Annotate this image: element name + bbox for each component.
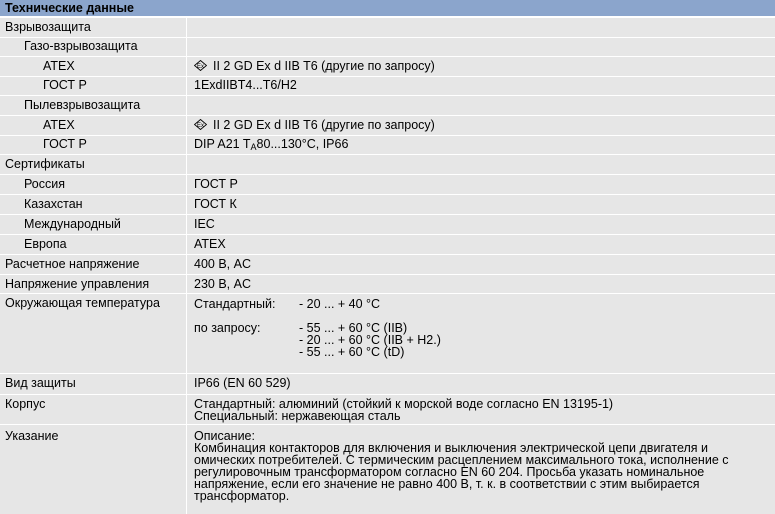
ex-mark-icon xyxy=(194,119,207,130)
value-housing xyxy=(194,398,769,422)
value-dust-atex xyxy=(194,118,435,133)
label-gas-gost: ГОСТ Р xyxy=(43,78,87,92)
note-line: регулировочным трансформатором согласно EN 60 204. Просьба указать номинальное xyxy=(194,465,705,479)
ambient-request-value: - 55 ... + 60 °C (tD) xyxy=(299,345,405,359)
label-dust: Пылевзрывозащита xyxy=(24,98,141,112)
table-header: Технические данные xyxy=(0,0,775,17)
ambient-standard-label: Стандартный: xyxy=(194,297,276,311)
row-divider xyxy=(0,274,775,275)
note-line: Комбинация контакторов для включения и выключения электрической цепи двигателя и xyxy=(194,441,709,455)
ambient-request-value: - 20 ... + 60 °C (IIB + H2.) xyxy=(299,333,441,347)
label-explosion: Взрывозащита xyxy=(5,20,91,34)
row-divider xyxy=(0,234,775,235)
row-divider xyxy=(0,154,775,155)
ex-mark-icon xyxy=(194,60,207,71)
label-intl: Международный xyxy=(24,217,121,231)
row-divider xyxy=(0,95,775,96)
dust-gost-pre: DIP A21 T xyxy=(194,137,251,151)
label-dust-gost: ГОСТ Р xyxy=(43,137,87,151)
row-divider xyxy=(0,373,775,374)
value-protection: IP66 (EN 60 529) xyxy=(194,376,291,390)
value-europe: ATEX xyxy=(194,237,226,251)
label-control-voltage: Напряжение управления xyxy=(5,277,150,291)
label-ambient: Окружающая температура xyxy=(5,296,160,310)
housing-line: Стандартный: алюминий (стойкий к морской воде согласно EN 13195-1) xyxy=(194,397,614,411)
ambient-request-label: по запросу: xyxy=(194,321,261,335)
row-divider xyxy=(0,115,775,116)
value-gas-atex xyxy=(194,59,435,74)
label-gas: Газо-взрывозащита xyxy=(24,39,138,53)
svg-text:Ex: Ex xyxy=(196,63,205,70)
value-rated-voltage: 400 В, AC xyxy=(194,257,251,271)
label-russia: Россия xyxy=(24,177,65,191)
gas-atex-text: II 2 GD Ex d IIB T6 (другие по запросу) xyxy=(213,59,435,73)
row-divider xyxy=(0,293,775,294)
note-line: Описание: xyxy=(194,429,255,443)
ambient-request-value: - 55 ... + 60 °C (IIB) xyxy=(299,321,408,335)
label-kazakh: Казахстан xyxy=(24,197,83,211)
label-note: Указание xyxy=(5,429,59,443)
label-gas-atex: ATEX xyxy=(43,59,75,73)
row-divider xyxy=(0,76,775,77)
row-divider xyxy=(0,37,775,38)
value-note xyxy=(194,430,769,502)
value-dust-gost xyxy=(194,137,348,155)
row-divider xyxy=(0,194,775,195)
row-divider xyxy=(0,135,775,136)
label-europe: Европа xyxy=(24,237,67,251)
value-intl: IEC xyxy=(194,217,215,231)
dust-gost-post: 80...130°C, IP66 xyxy=(256,137,349,151)
label-protection: Вид защиты xyxy=(5,376,76,390)
svg-text:Ex: Ex xyxy=(196,122,205,129)
value-gas-gost: 1ExdIIBT4...T6/H2 xyxy=(194,78,297,92)
row-divider xyxy=(0,214,775,215)
housing-line: Специальный: нержавеющая сталь xyxy=(194,409,401,423)
row-divider xyxy=(0,254,775,255)
row-divider xyxy=(0,174,775,175)
value-russia: ГОСТ Р xyxy=(194,177,238,191)
row-divider xyxy=(0,424,775,425)
value-kazakh: ГОСТ К xyxy=(194,197,237,211)
label-dust-atex: ATEX xyxy=(43,118,75,132)
label-certs: Сертификаты xyxy=(5,157,85,171)
label-housing: Корпус xyxy=(5,397,46,411)
ambient-standard-value: - 20 ... + 40 °C xyxy=(299,297,381,311)
value-control-voltage: 230 В, AC xyxy=(194,277,251,291)
note-line: напряжение, если его значение не равно 400 В, т. к. в соответствии с этим выбирается xyxy=(194,477,700,491)
dust-atex-text: II 2 GD Ex d IIB T6 (другие по запросу) xyxy=(213,118,435,132)
dust-gost-sub: A xyxy=(250,142,257,152)
label-rated-voltage: Расчетное напряжение xyxy=(5,257,140,271)
note-line: омических потребителей. С термическим расцеплением максимального тока, исполнение с xyxy=(194,453,729,467)
row-divider xyxy=(0,56,775,57)
row-divider xyxy=(0,394,775,395)
note-line: трансформатор. xyxy=(194,489,290,503)
